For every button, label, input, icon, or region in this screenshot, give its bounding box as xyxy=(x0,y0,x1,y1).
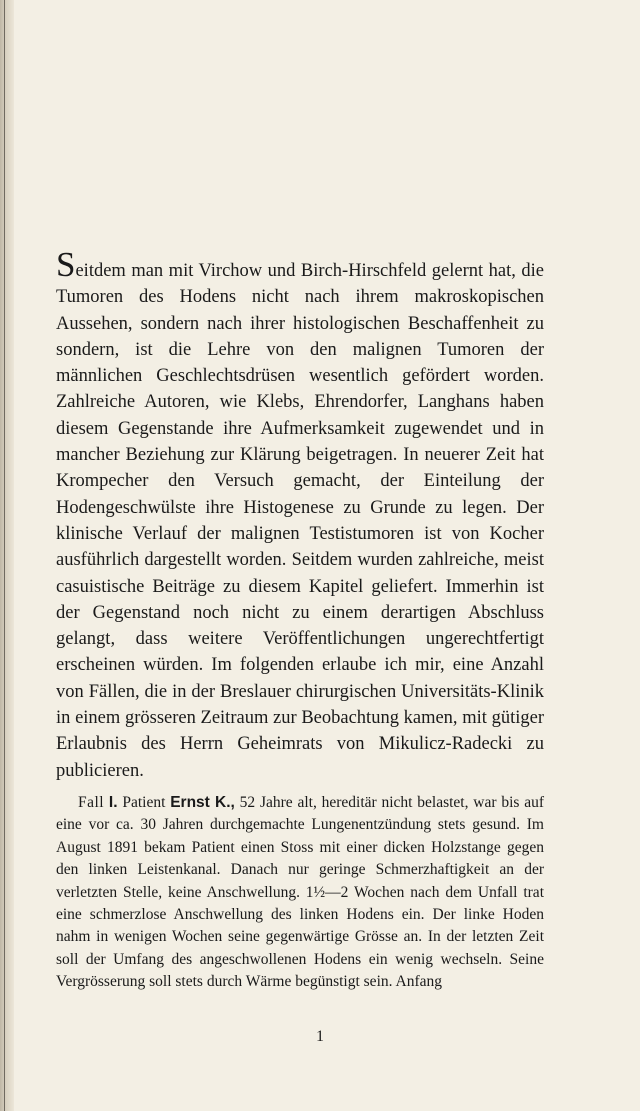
book-binding-edge xyxy=(0,0,14,1111)
binding-shadow-line xyxy=(4,0,5,1111)
intro-paragraph xyxy=(56,245,544,784)
case-label: Fall xyxy=(78,793,105,811)
page-body xyxy=(56,245,544,994)
intro-paragraph-text: eitdem man mit Virchow und Birch-Hirschfeld gelernt hat, die Tumoren des Hodens nicht nach ihrem makroskopischen Aussehen, sondern nach ihrer histologischen Beschaffenheit zu sondern, ist die Lehre von den malignen Tumoren der männlichen Geschlechtsdrüsen wesentlich gefördert worden. Zahlreiche Autoren, wie Klebs, Ehrendorfer, Langhans haben diesem Gegenstande ihre Aufmerksamkeit zugewendet und in mancher Beziehung zur Klärung beigetragen. In neuerer Zeit hat Krompecher den Versuch gemacht, der Einteilung der Hodengeschwülste ihre Histogenese zu Grunde zu legen. Der klinische Verlauf der malignen Testistumoren ist von Kocher ausführlich dargestellt worden. Seitdem wurden zahlreiche, meist casuistische Beiträge zu diesem Kapitel geliefert. Immerhin ist der Gegenstand noch nicht zu einem derartigen Abschluss gelangt, dass weitere Veröffentlichungen ungerechtfertigt erscheinen würden. Im folgenden erlaube ich mir, eine Anzahl von Fällen, die in der Breslauer chirurgischen Universitäts-Klinik in einem grösseren Zeitraum zur Beobachtung kamen, mit gütiger Erlaubnis des Herrn Geheimrats von Mikulicz-Radecki zu publicieren. xyxy=(56,261,544,781)
drop-cap: S xyxy=(56,245,76,284)
case-paragraph xyxy=(56,792,544,994)
page-number: 1 xyxy=(316,1028,324,1045)
patient-name: Ernst K., xyxy=(170,793,235,811)
patient-prefix: Patient xyxy=(122,793,166,811)
case-text: 52 Jahre alt, hereditär nicht belastet, war bis auf eine vor ca. 30 Jahren durchgemachte Lungenentzündung stets gesund. Im August 1891 bekam Patient einen Stoss mit einer dicken Holzstange gegen den linken Leistenkanal. Danach nur geringe Schmerzhaftigkeit an der verletzten Stelle, keine Anschwellung. 1½—2 Wochen nach dem Unfall trat eine schmerzlose Anschwellung des linken Hodens ein. Der linke Hoden nahm in wenigen Wochen seine gegenwärtige Grösse an. In der letzten Zeit soll der Umfang des angeschwollenen Hodens ein wenig wechseln. Seine Vergrösserung soll stets durch Wärme begünstigt sein. Anfang xyxy=(56,793,544,991)
case-number: I. xyxy=(108,793,118,811)
